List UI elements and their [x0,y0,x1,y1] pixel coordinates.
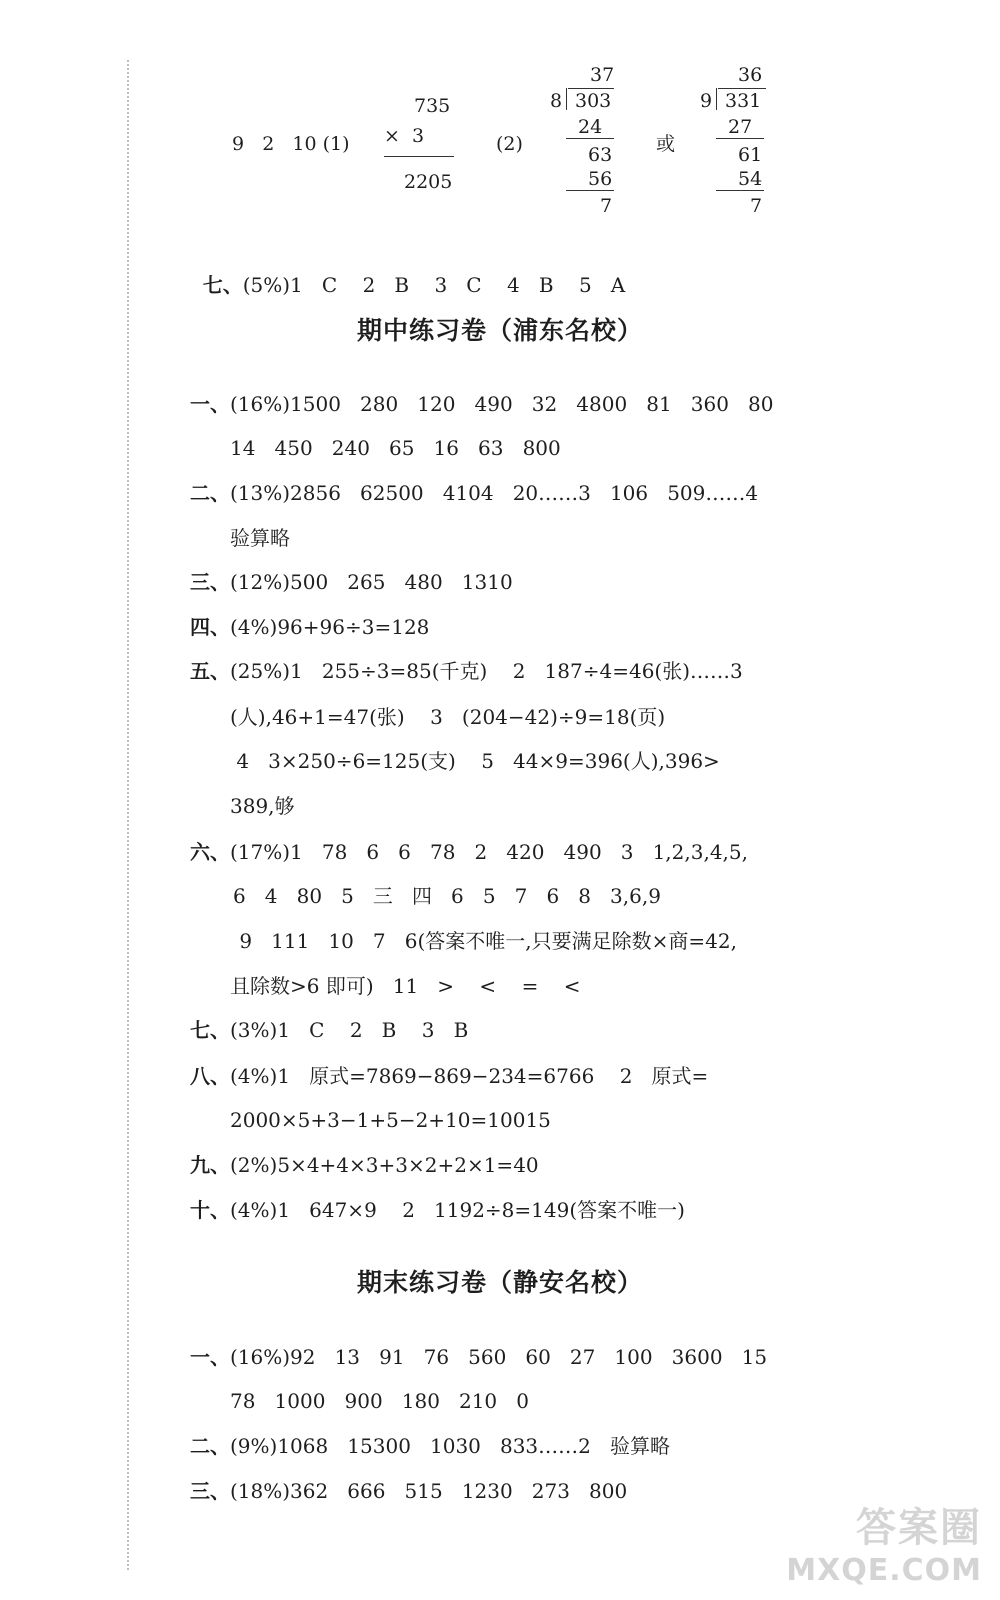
watermark-logo-text: 答案圈 [856,1505,982,1551]
question-label: 十、 [190,1198,230,1222]
answer-line [190,613,429,641]
mult-op: × 3 [384,125,425,147]
top-prefix: 9 2 10 (1) [232,133,350,155]
div1-bracket [566,88,567,110]
div2-quotient: 36 [738,64,763,86]
div1-rule1 [566,138,614,139]
div1-divisor: 8 [550,90,563,112]
answer-text: (17%)1 78 6 6 78 2 420 490 3 1,2,3,4,5, [230,840,748,864]
answer-line [190,838,748,866]
div1-rem2: 7 [600,195,613,217]
answer-text: 78 1000 900 180 210 0 [230,1389,529,1413]
answer-text: (12%)500 265 480 1310 [230,570,513,594]
answer-line [230,1106,551,1134]
answer-line [233,882,661,910]
answer-line [230,747,720,775]
div1-sub2: 56 [588,168,613,190]
answer-line [230,703,665,731]
answer-line [190,1016,468,1044]
answer-line [233,927,737,955]
watermark-url: MXQE.COM [786,1553,982,1588]
question-label: 七、 [190,1018,230,1042]
question-label: 四、 [190,615,230,639]
watermark [786,1496,982,1588]
answer-text: (5%)1 C 2 B 3 C 4 B 5 A [242,273,626,297]
answer-line [190,1432,670,1460]
mult-rule [384,156,454,157]
answer-text: (4%)96+96÷3=128 [230,615,430,639]
answer-text: 9 111 10 7 6(答案不唯一,只要满足除数×商=42, [233,929,737,953]
answer-text: (9%)1068 15300 1030 833……2 验算略 [230,1434,670,1458]
div2-sub1: 27 [728,116,753,138]
answer-text: 14 450 240 65 16 63 800 [230,436,561,460]
answer-line [190,1151,539,1179]
question-label: 二、 [190,481,230,505]
answer-text: (13%)2856 62500 4104 20……3 106 509……4 [230,481,759,505]
answer-text: 验算略 [230,526,290,550]
question-label: 三、 [190,1479,230,1503]
mult-result: 2205 [404,171,453,193]
question-label: 一、 [190,1345,230,1369]
answer-text: (人),46+1=47(张) 3 (204−42)÷9=18(页) [230,705,666,729]
div1-rule2 [566,190,614,191]
answer-text: (16%)1500 280 120 490 32 4800 81 360 80 [230,392,774,416]
answer-line [190,657,743,685]
part2-label: (2) [496,133,523,155]
answer-text: (2%)5×4+4×3+3×2+2×1=40 [230,1153,539,1177]
answer-line [230,792,295,820]
div1-quotient: 37 [590,64,615,86]
margin-guide-line [127,60,129,1570]
section-title-midterm: 期中练习卷（浦东名校） [356,316,643,345]
answer-line [230,972,581,1000]
div2-bracket [716,88,717,110]
div1-dividend: 303 [575,90,612,112]
question-label: 一、 [190,392,230,416]
div2-rem1: 61 [738,144,763,166]
div1-sub1: 24 [578,116,603,138]
answer-text: (18%)362 666 515 1230 273 800 [230,1479,628,1503]
question-label: 二、 [190,1434,230,1458]
answer-line [230,524,290,552]
answer-text: 4 3×250÷6=125(支) 5 44×9=396(人),396> [230,749,720,773]
answer-line [190,243,625,299]
answer-line [190,1062,708,1090]
answer-line [190,1196,685,1224]
question-label: 九、 [190,1153,230,1177]
div2-rem2: 7 [750,195,763,217]
mult-top: 735 [414,95,451,117]
question-label: 六、 [190,840,230,864]
question-label: 八、 [190,1064,230,1088]
question-label: 七、 [202,273,243,297]
answer-text: (3%)1 C 2 B 3 B [230,1018,469,1042]
answer-line [230,434,561,462]
div2-rule1 [716,138,764,139]
div2-dividend: 331 [725,90,762,112]
question-label: 三、 [190,570,230,594]
div1-rem1: 63 [588,144,613,166]
answer-text: (4%)1 原式=7869−869−234=6766 2 原式= [230,1064,709,1088]
div2-sub2: 54 [738,168,763,190]
answer-line [230,1387,529,1415]
answer-text: (25%)1 255÷3=85(千克) 2 187÷4=46(张)……3 [230,659,743,683]
answer-line [190,1343,767,1371]
answer-text: (16%)92 13 91 76 560 60 27 100 3600 15 [230,1345,768,1369]
question-label: 五、 [190,659,230,683]
answer-line [190,1477,627,1505]
answer-text: 389,够 [230,794,295,818]
div2-rule2 [716,190,764,191]
answer-text: (4%)1 647×9 2 1192÷8=149(答案不唯一) [230,1198,685,1222]
div2-divisor: 9 [700,90,713,112]
answer-line [190,390,773,418]
or-word: 或 [656,133,676,155]
section-title-final: 期末练习卷（静安名校） [356,1268,643,1297]
answer-line [190,479,758,507]
answer-text: 2000×5+3−1+5−2+10=10015 [230,1108,551,1132]
answer-text: 6 4 80 5 三 四 6 5 7 6 8 3,6,9 [233,884,661,908]
answer-text: 且除数>6 即可) 11 > < = < [230,974,581,998]
answer-line [190,568,513,596]
